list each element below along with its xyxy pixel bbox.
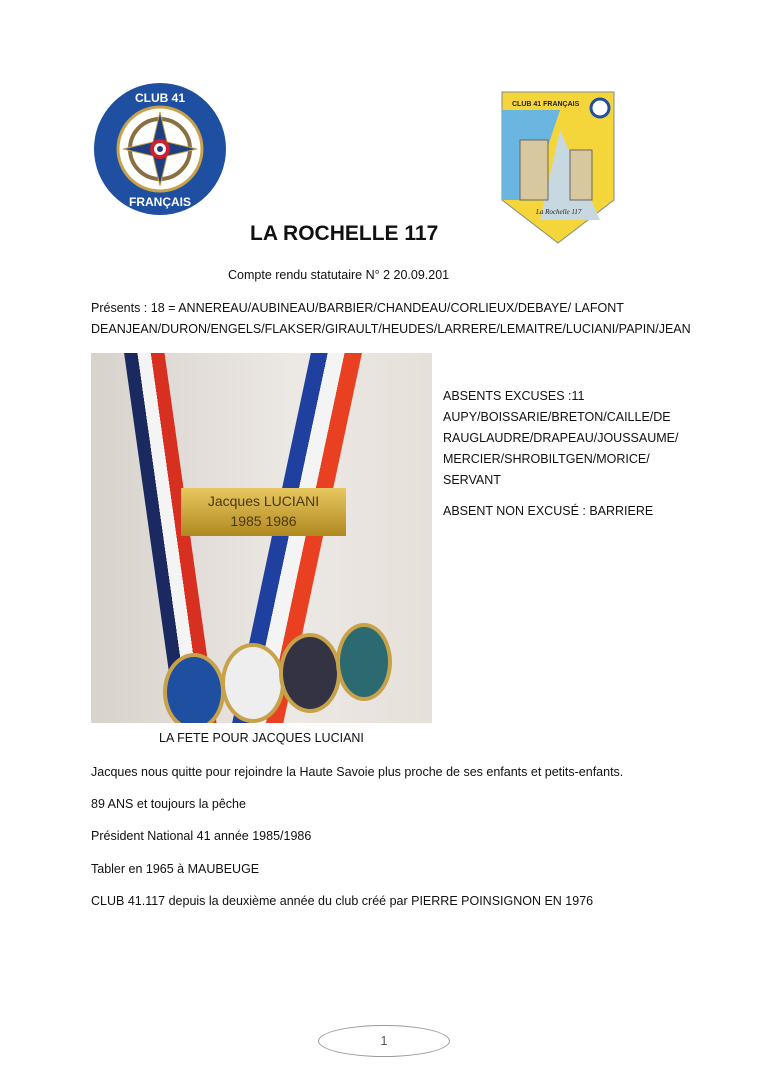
paragraph: Tabler en 1965 à MAUBEUGE <box>91 862 260 876</box>
absents-list <box>443 386 678 522</box>
pennant-logo <box>500 90 616 245</box>
paragraph: 89 ANS et toujours la pêche <box>91 797 246 811</box>
paragraph: CLUB 41.117 depuis la deuxième année du club créé par PIERRE POINSIGNON EN 1976 <box>91 894 594 908</box>
pennant-text: La Rochelle 117 <box>536 208 582 216</box>
absents-line: RAUGLAUDRE/DRAPEAU/JOUSSAUME/ <box>443 431 679 445</box>
report-subtitle: Compte rendu statutaire N° 2 20.09.201 <box>228 268 450 282</box>
logo-text: CLUB 41 <box>134 91 186 105</box>
paragraph: Président National 41 année 1985/1986 <box>91 829 312 843</box>
absent-non-excuse: ABSENT NON EXCUSÉ : BARRIERE <box>443 504 654 518</box>
logo-text: FRANÇAIS <box>129 195 191 209</box>
medal-photo <box>91 353 432 723</box>
paragraph: Jacques nous quitte pour rejoindre la Haute Savoie plus proche de ses enfants et petits-enfants. <box>91 765 624 779</box>
page-title: LA ROCHELLE 117 <box>250 222 439 245</box>
absents-line: MERCIER/SHROBILTGEN/MORICE/ <box>443 452 650 466</box>
photo-caption: LA FETE POUR JACQUES LUCIANI <box>159 731 364 745</box>
absents-line: ABSENTS EXCUSES :11 <box>443 389 585 403</box>
presents-line: DEANJEAN/DURON/ENGELS/FLAKSER/GIRAULT/HEUDES/LARRERE/LEMAITRE/LUCIANI/PAPIN/JEAN <box>91 322 691 336</box>
presents-line: Présents : 18 = ANNEREAU/AUBINEAU/BARBIER/CHANDEAU/CORLIEUX/DEBAYE/ LAFONT <box>91 301 624 315</box>
presents-list <box>91 298 691 340</box>
page-number: 1 <box>318 1025 450 1057</box>
absents-line: SERVANT <box>443 473 501 487</box>
plaque-years: 1985 1986 <box>230 513 297 529</box>
club-41-logo <box>93 82 227 216</box>
plaque-name: Jacques LUCIANI <box>207 493 320 509</box>
pennant-text: CLUB 41 FRANÇAIS <box>512 101 580 108</box>
absents-line: AUPY/BOISSARIE/BRETON/CAILLE/DE <box>443 410 671 424</box>
